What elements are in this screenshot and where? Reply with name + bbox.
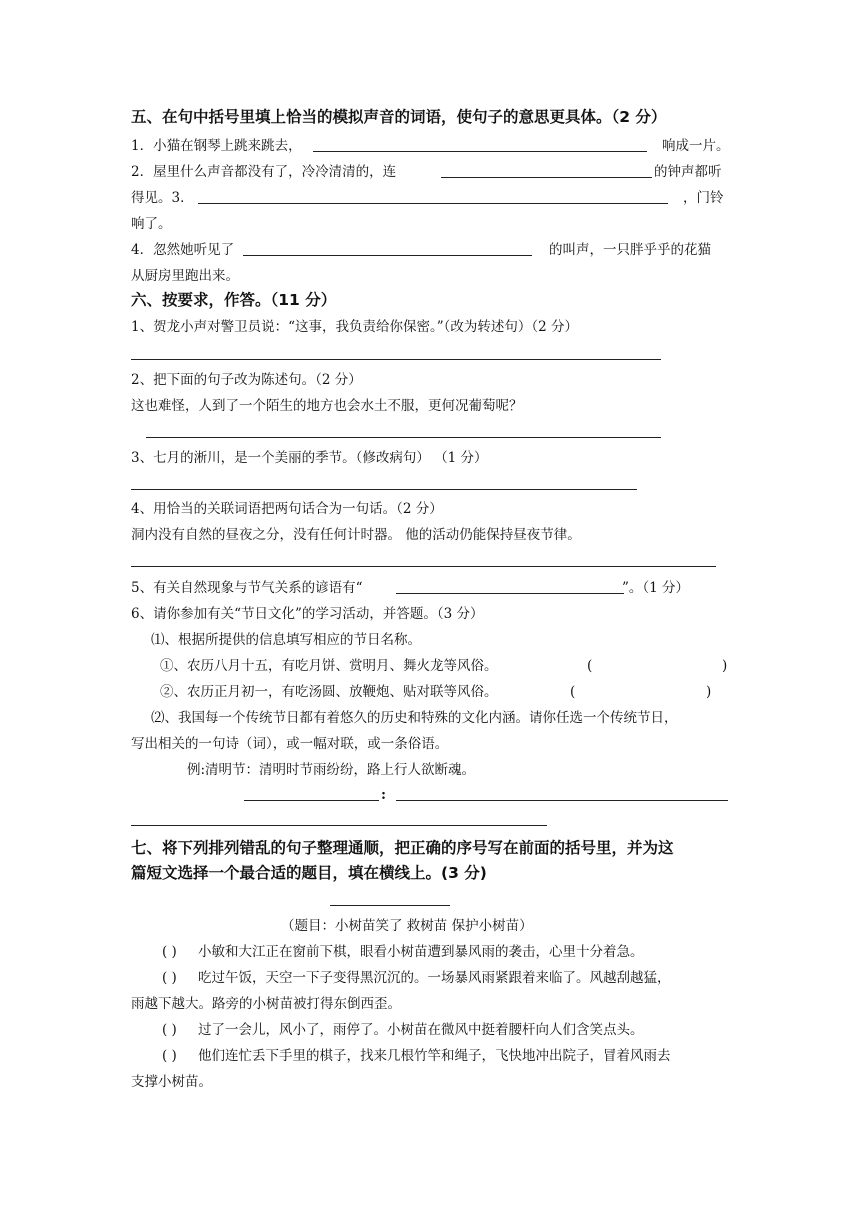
s6-q6: 6、请你参加有关“节日文化”的学习活动，并答题。（3 分） xyxy=(131,606,484,622)
s7-topic-options: （题目：小树苗笑了 救树苗 保护小树苗） xyxy=(281,918,533,934)
s7-sentence-3: 过了一会儿，风小了，雨停了。小树苗在微风中挺着腰杆向人们含笑点头。 xyxy=(198,1022,644,1038)
s6-q3: 3、七月的淅川，是一个美丽的季节。（修改病句） （1 分） xyxy=(131,450,488,466)
s6-q5-blank[interactable] xyxy=(396,593,624,594)
s6-q6-2-cont: 写出相关的一句诗（词），或一幅对联，或一条俗语。 xyxy=(131,736,449,752)
s5-q3-end: ，门铃 xyxy=(683,190,724,206)
section-5-title: 五、在句中括号里填上恰当的模拟声音的词语，使句子的意思更具体。（2 分） xyxy=(131,108,667,126)
s6-q6-1a-answer[interactable] xyxy=(598,657,718,675)
s6-q3-answer-line[interactable] xyxy=(131,489,637,490)
s6-q2-answer-line[interactable] xyxy=(146,437,661,438)
s6-q4-sentences: 洞内没有自然的昼夜之分，没有任何计时器。 他的活动仍能保持昼夜节律。 xyxy=(131,527,581,543)
s5-q1-text: 1．小猫在钢琴上跳来跳去， xyxy=(131,138,302,154)
s5-q4-text: 4．忽然她听见了 xyxy=(131,242,235,258)
s5-q4-end: 的叫声，一只胖乎乎的花猫 xyxy=(549,242,711,258)
s6-q6-2: ⑵、我国每一个传统节日都有着悠久的历史和特殊的文化内涵。请你任选一个传统节日， xyxy=(151,710,678,726)
section-7-title-cont: 篇短文选择一个最合适的题目，填在横线上。(3 分) xyxy=(131,864,487,882)
s6-q2: 2、把下面的句子改为陈述句。（2 分） xyxy=(131,372,362,388)
s6-q6-1a-paren-open: ( xyxy=(587,658,593,674)
s7-sentence-2: 吃过午饭，天空一下子变得黑沉沉的。一场暴风雨紧跟着来临了。风越刮越猛， xyxy=(198,970,671,986)
s6-q6-1: ⑴、根据所提供的信息填写相应的节日名称。 xyxy=(151,632,421,648)
s5-q1-blank[interactable] xyxy=(313,151,647,152)
s7-sentence-4: 他们连忙丢下手里的棋子，找来几根竹竿和绳子，飞快地冲出院子，冒着风雨去 xyxy=(198,1048,671,1064)
s6-q1: 1、贺龙小声对警卫员说：“这事，我负责给你保密。”（改为转述句）（2 分） xyxy=(131,319,579,335)
section-6-title: 六、按要求，作答。（11 分） xyxy=(131,291,337,309)
s6-q4: 4、用恰当的关联词语把两句话合为一句话。（2 分） xyxy=(131,501,443,517)
s7-sentence-4-cont: 支撑小树苗。 xyxy=(131,1074,212,1090)
s7-paren-3[interactable]: ( ) xyxy=(162,1022,177,1038)
s6-q6-content-blank[interactable] xyxy=(396,800,728,801)
s5-q4-blank[interactable] xyxy=(243,255,532,256)
section-7-title: 七、将下列排列错乱的句子整理通顺，把正确的序号写在前面的括号里，并为这 xyxy=(131,839,674,857)
s5-q3-cont: 响了。 xyxy=(131,216,172,232)
s6-q5-end: ”。（1 分） xyxy=(622,580,690,596)
s7-title-blank[interactable] xyxy=(330,905,450,906)
s5-q2-blank[interactable] xyxy=(441,177,652,178)
s7-sentence-1: 小敏和大江正在窗前下棋，眼看小树苗遭到暴风雨的袭击，心里十分着急。 xyxy=(198,944,644,960)
s6-q6-second-line[interactable] xyxy=(131,825,547,826)
s6-q6-colon: : xyxy=(381,787,386,803)
s6-q1-answer-line[interactable] xyxy=(131,359,661,360)
s6-q4-answer-line[interactable] xyxy=(131,566,716,567)
s6-q2-sentence: 这也难怪，人到了一个陌生的地方也会水土不服，更何况葡萄呢？ xyxy=(131,398,523,414)
s5-q2-cont: 得见。3． xyxy=(131,190,194,206)
s6-q5-text: 5、有关自然现象与节气关系的谚语有“ xyxy=(131,580,363,596)
s5-q2-end: 的钟声都听 xyxy=(654,164,722,180)
s6-q6-1b-paren-close: ) xyxy=(706,684,712,700)
s6-q6-1a: ①、农历八月十五，有吃月饼、赏明月、舞火龙等风俗。 xyxy=(160,658,498,674)
s7-paren-2[interactable]: ( ) xyxy=(162,970,177,986)
s5-q1-end: 响成一片。 xyxy=(662,138,730,154)
s6-q6-1b: ②、农历正月初一，有吃汤圆、放鞭炮、贴对联等风俗。 xyxy=(160,684,498,700)
s7-sentence-2-cont: 雨越下越大。路旁的小树苗被打得东倒西歪。 xyxy=(131,996,401,1012)
s5-q4-cont: 从厨房里跑出来。 xyxy=(131,268,239,284)
s6-q6-1b-answer[interactable] xyxy=(582,683,702,701)
s7-paren-4[interactable]: ( ) xyxy=(162,1048,177,1064)
s7-paren-1[interactable]: ( ) xyxy=(162,944,177,960)
s5-q2-text: 2．屋里什么声音都没有了，冷冷清清的，连 xyxy=(131,164,397,180)
s6-q6-example: 例:清明节：清明时节雨纷纷，路上行人欲断魂。 xyxy=(187,762,476,778)
s6-q6-1a-paren-close: ) xyxy=(722,658,728,674)
s6-q6-1b-paren-open: ( xyxy=(570,684,576,700)
s5-q3-blank[interactable] xyxy=(198,203,668,204)
s6-q6-festival-blank[interactable] xyxy=(244,800,379,801)
